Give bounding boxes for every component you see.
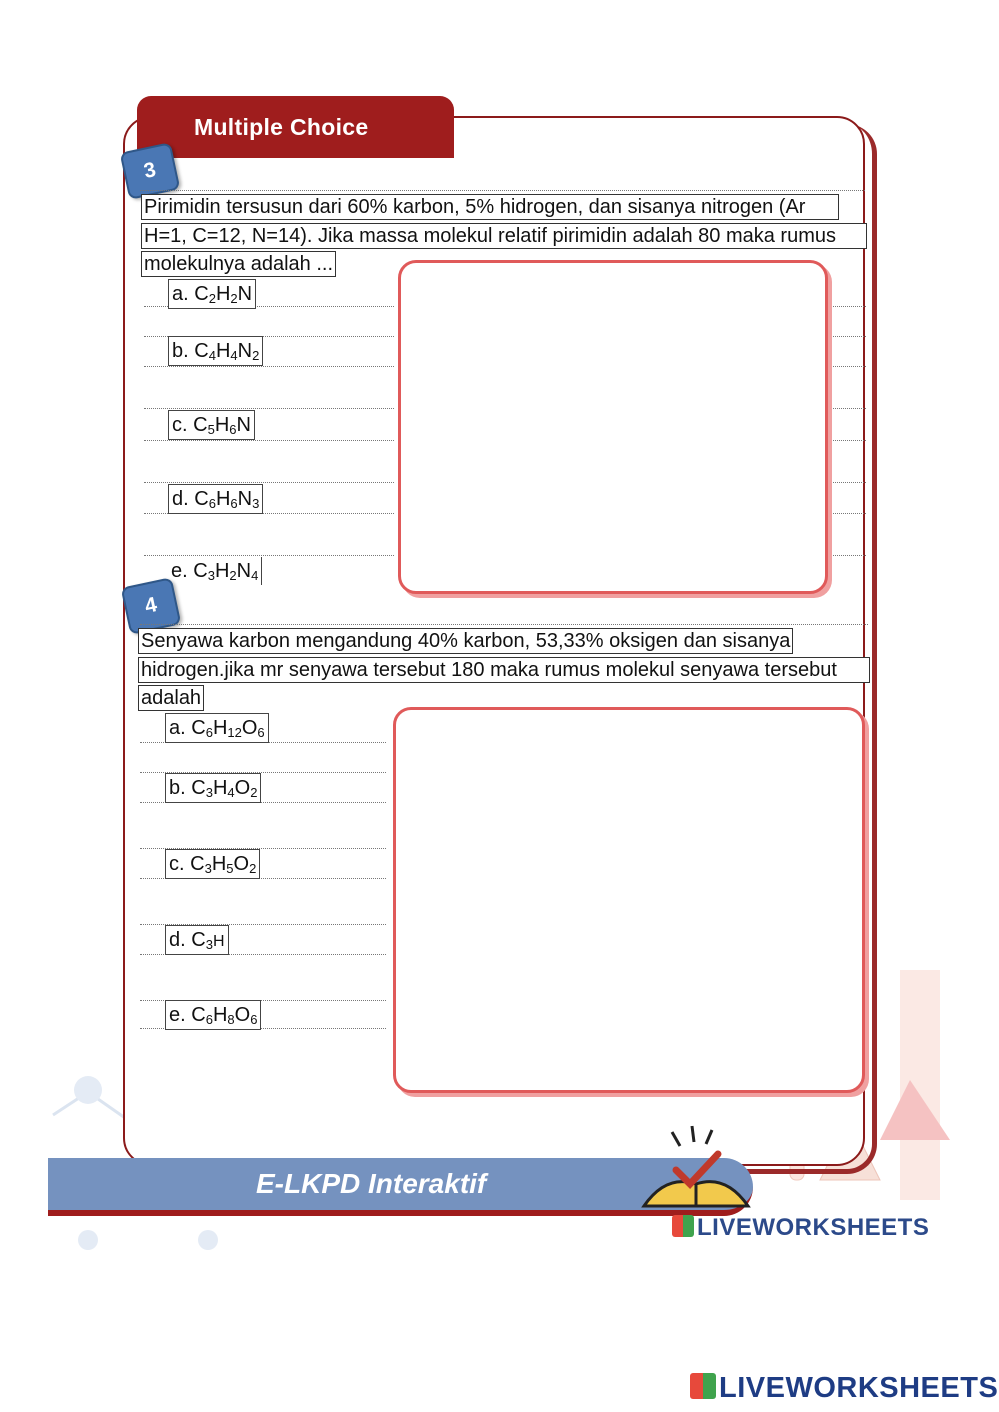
answer-option-c[interactable]: [168, 410, 255, 440]
answer-option-c[interactable]: [165, 849, 260, 879]
divider: [826, 555, 866, 556]
answer-option-b[interactable]: [168, 336, 263, 366]
option-formula: $C_3H_5O_2$: [190, 853, 257, 876]
answer-option-a[interactable]: [168, 279, 256, 309]
divider: [144, 555, 394, 556]
option-letter: c.: [169, 853, 185, 875]
watermark-brand[interactable]: LIVEWORKSHEETS: [690, 1372, 998, 1405]
question-text-line: adalah: [138, 685, 204, 711]
footer-brand: LIVEWORKSHEETS: [672, 1214, 929, 1242]
divider: [826, 482, 866, 483]
question-text-line: Pirimidin tersusun dari 60% karbon, 5% hidrogen, dan sisanya nitrogen (Ar: [141, 194, 839, 220]
answer-option-e[interactable]: [165, 1000, 261, 1030]
option-formula: $C_6H_{12}O_6$: [191, 717, 265, 740]
option-formula: $C_3H_4O_2$: [191, 777, 258, 800]
liveworksheets-logo-icon: [690, 1373, 716, 1399]
answer-work-area[interactable]: [393, 707, 865, 1093]
question-text-line: H=1, C=12, N=14). Jika massa molekul relatif pirimidin adalah 80 maka rumus: [141, 223, 867, 249]
option-letter: e.: [169, 1004, 186, 1026]
divider: [144, 408, 394, 409]
option-formula: $C_3H$: [191, 929, 225, 952]
question-text-line: hidrogen.jika mr senyawa tersebut 180 maka rumus molekul senyawa tersebut: [138, 657, 870, 683]
answer-option-d[interactable]: [168, 484, 263, 514]
option-letter: b.: [172, 340, 189, 362]
divider: [826, 366, 866, 367]
liveworksheets-logo-icon: [672, 1215, 694, 1237]
option-formula: $C_4H_4N_2$: [194, 340, 260, 363]
divider: [826, 408, 866, 409]
divider: [826, 336, 866, 337]
question-text-line: Senyawa karbon mengandung 40% karbon, 53,33% oksigen dan sisanya: [138, 628, 793, 654]
option-letter: e.: [171, 560, 188, 582]
answer-option-e[interactable]: [168, 557, 262, 585]
divider: [826, 513, 866, 514]
option-formula: $C_6H_6N_3$: [194, 488, 260, 511]
option-letter: d.: [169, 929, 186, 951]
option-letter: a.: [172, 283, 189, 305]
option-letter: a.: [169, 717, 186, 739]
divider: [140, 624, 868, 625]
divider: [144, 482, 394, 483]
question-text-line: molekulnya adalah ...: [141, 251, 336, 277]
open-book-check-icon: [636, 1124, 756, 1214]
footer-title: E-LKPD Interaktif: [256, 1168, 487, 1199]
section-title: Multiple Choice: [137, 96, 454, 158]
option-formula: $C_6H_8O_6$: [191, 1004, 258, 1027]
divider: [140, 190, 865, 191]
option-formula: $C_2H_2N$: [194, 283, 253, 306]
answer-option-b[interactable]: [165, 773, 261, 803]
option-letter: c.: [172, 414, 188, 436]
divider: [826, 306, 866, 307]
answer-option-d[interactable]: [165, 925, 229, 955]
option-formula: $C_5H_6N$: [193, 414, 251, 437]
option-formula: $C_3H_2N_4$: [193, 560, 259, 583]
question-number-badge: 3: [120, 142, 181, 200]
answer-work-area[interactable]: [398, 260, 828, 594]
divider: [826, 440, 866, 441]
question-number-badge: 4: [121, 577, 182, 635]
option-letter: d.: [172, 488, 189, 510]
option-letter: b.: [169, 777, 186, 799]
answer-option-a[interactable]: [165, 713, 269, 743]
